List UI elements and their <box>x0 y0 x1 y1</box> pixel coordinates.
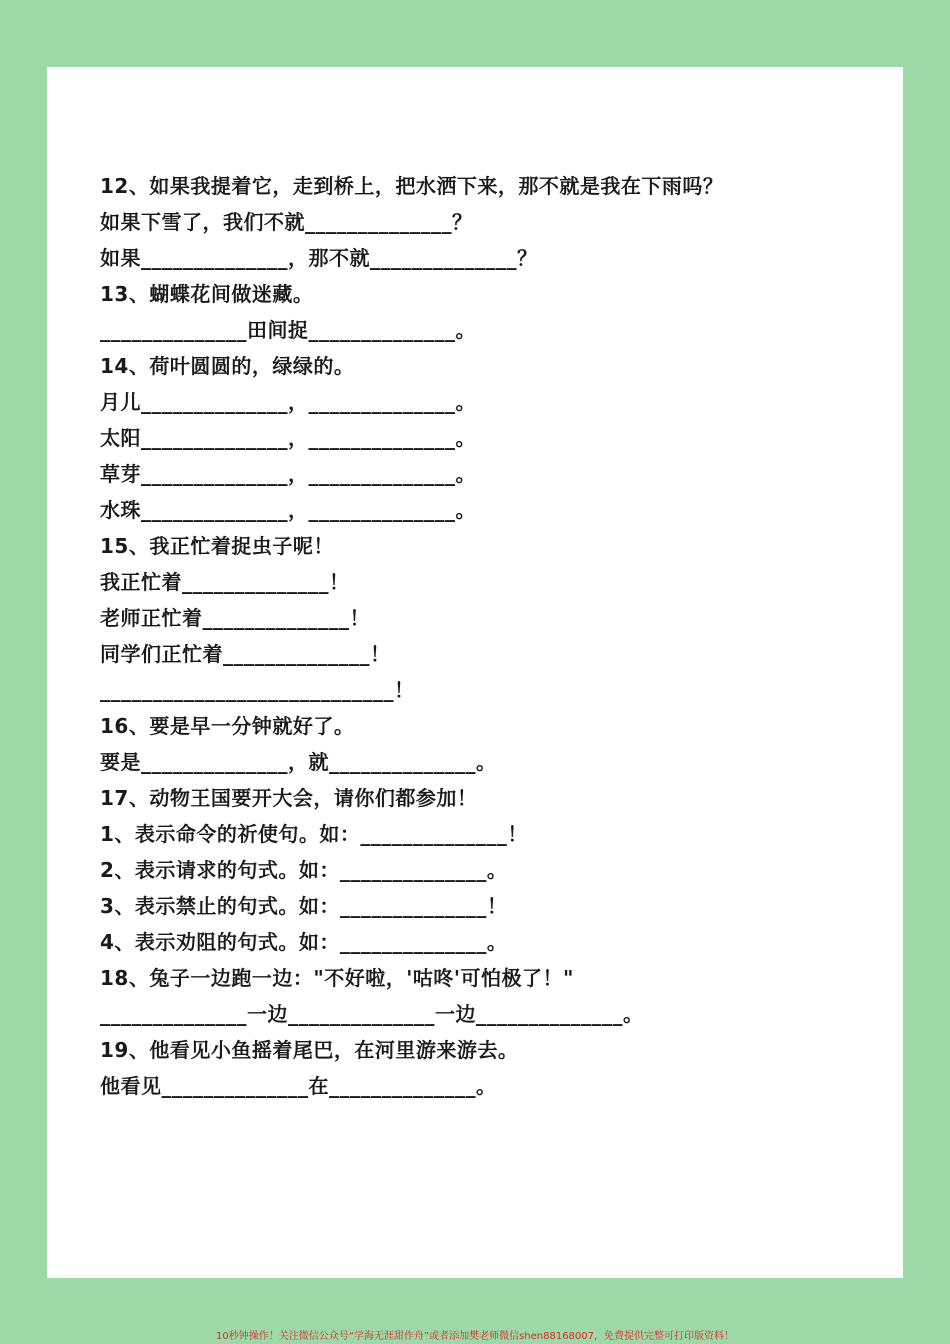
q17-item-3: 3、表示禁止的句式。如：______________！ <box>100 894 508 918</box>
q17-prompt: 17、动物王国要开大会，请你们都参加！ <box>100 786 478 810</box>
q18-prompt: 18、兔子一边跑一边："不好啦，'咕咚'可怕极了！" <box>100 966 574 990</box>
q17-item-4: 4、表示劝阻的句式。如：______________。 <box>100 930 508 954</box>
q15-blank-3: 同学们正忙着______________！ <box>100 642 391 666</box>
q16-prompt: 16、要是早一分钟就好了。 <box>100 714 355 738</box>
q15-blank-2: 老师正忙着______________！ <box>100 606 370 630</box>
q13-prompt: 13、蝴蝶花间做迷藏。 <box>100 282 314 306</box>
q14-sun: 太阳______________，______________。 <box>100 426 476 450</box>
q17-item-1: 1、表示命令的祈使句。如：______________！ <box>100 822 528 846</box>
q12-prompt: 12、如果我提着它，走到桥上，把水洒下来，那不就是我在下雨吗？ <box>100 174 724 198</box>
q18-blank: ______________一边______________一边______________。 <box>100 1002 644 1026</box>
worksheet-content <box>100 168 860 1104</box>
promo-footer: 10秒钟操作！关注微信公众号“学海无涯甜作舟”或者添加樊老师微信shen88168007，免费提供完整可打印版资料！ <box>215 1331 735 1342</box>
q14-water-drop: 水珠______________，______________。 <box>100 498 476 522</box>
q15-blank-4: ____________________________！ <box>100 678 415 702</box>
q19-blank: 他看见______________在______________。 <box>100 1074 497 1098</box>
q15-blank-1: 我正忙着______________！ <box>100 570 350 594</box>
q14-moon: 月儿______________，______________。 <box>100 390 476 414</box>
q12-blank-2: 如果______________，那不就______________？ <box>100 246 538 270</box>
q16-blank: 要是______________，就______________。 <box>100 750 497 774</box>
q14-prompt: 14、荷叶圆圆的，绿绿的。 <box>100 354 355 378</box>
q15-prompt: 15、我正忙着捉虫子呢！ <box>100 534 334 558</box>
q19-prompt: 19、他看见小鱼摇着尾巴，在河里游来游去。 <box>100 1038 519 1062</box>
q13-blank: ______________田间捉______________。 <box>100 318 476 342</box>
q14-grass: 草芽______________，______________。 <box>100 462 476 486</box>
q17-item-2: 2、表示请求的句式。如：______________。 <box>100 858 508 882</box>
q12-blank-1: 如果下雪了，我们不就______________？ <box>100 210 473 234</box>
